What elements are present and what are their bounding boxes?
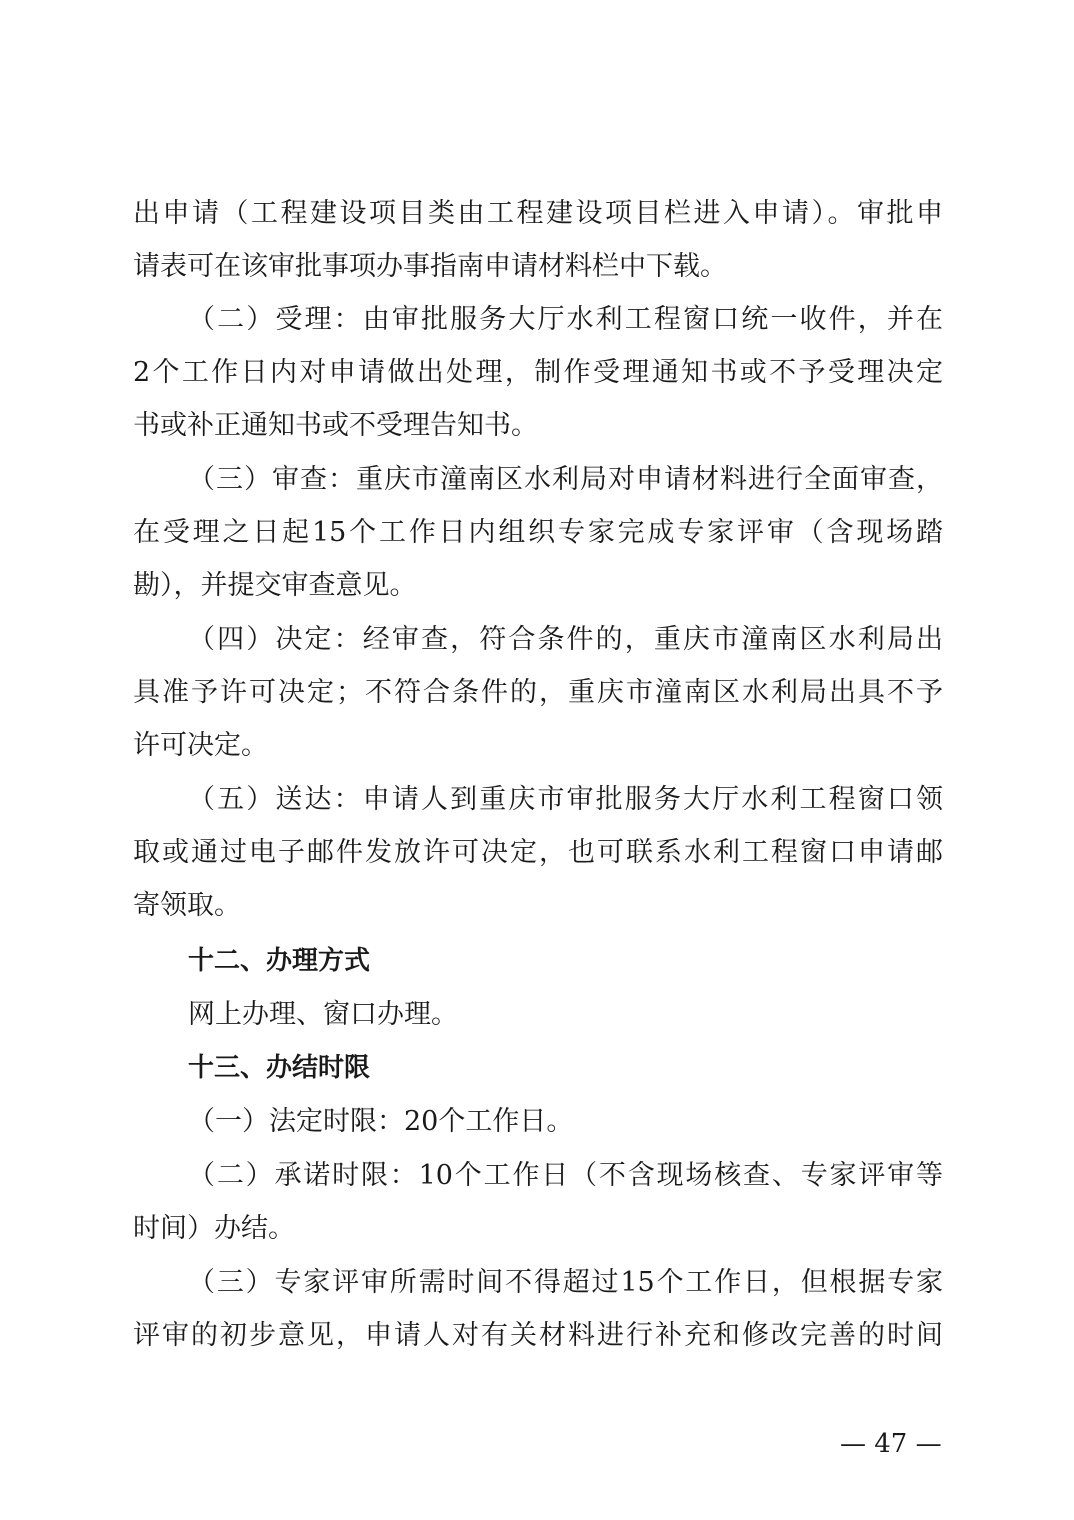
text-line: 评审的初步意见，申请人对有关材料进行补充和修改完善的时间: [133, 1320, 943, 1351]
text-line: 2个工作日内对申请做出处理，制作受理通知书或不予受理决定: [133, 357, 943, 388]
text-line: （二）受理：由审批服务大厅水利工程窗口统一收件，并在: [188, 304, 943, 335]
text-line: 请表可在该审批事项办事指南申请材料栏中下载。: [133, 251, 727, 282]
text-line: （一）法定时限：20个工作日。: [188, 1106, 574, 1137]
text-line: 出申请（工程建设项目类由工程建设项目栏进入申请）。审批申: [133, 198, 943, 229]
text-line: （四）决定：经审查，符合条件的，重庆市潼南区水利局出: [188, 624, 943, 655]
text-line: 许可决定。: [133, 730, 268, 761]
text-line: （三）审查：重庆市潼南区水利局对申请材料进行全面审查，: [188, 464, 943, 495]
section-heading: 十二、办理方式: [188, 946, 371, 976]
text-line: 勘），并提交审查意见。: [133, 570, 417, 601]
text-line: 取或通过电子邮件发放许可决定，也可联系水利工程窗口申请邮: [133, 837, 943, 868]
text-line: 具准予许可决定；不符合条件的，重庆市潼南区水利局出具不予: [133, 677, 943, 708]
text-line: （二）承诺时限：10个工作日（不含现场核查、专家评审等: [188, 1160, 943, 1191]
text-line: 寄领取。: [133, 890, 241, 921]
text-line: 网上办理、窗口办理。: [188, 999, 458, 1030]
text-line: 时间）办结。: [133, 1213, 295, 1244]
text-line: 书或补正通知书或不受理告知书。: [133, 410, 538, 441]
text-line: （三）专家评审所需时间不得超过15个工作日，但根据专家: [188, 1267, 943, 1298]
text-line: 在受理之日起15个工作日内组织专家完成专家评审（含现场踏: [133, 517, 943, 548]
section-heading: 十三、办结时限: [188, 1053, 371, 1083]
page-number: — 47 —: [840, 1429, 942, 1459]
text-line: （五）送达：申请人到重庆市审批服务大厅水利工程窗口领: [188, 784, 943, 815]
